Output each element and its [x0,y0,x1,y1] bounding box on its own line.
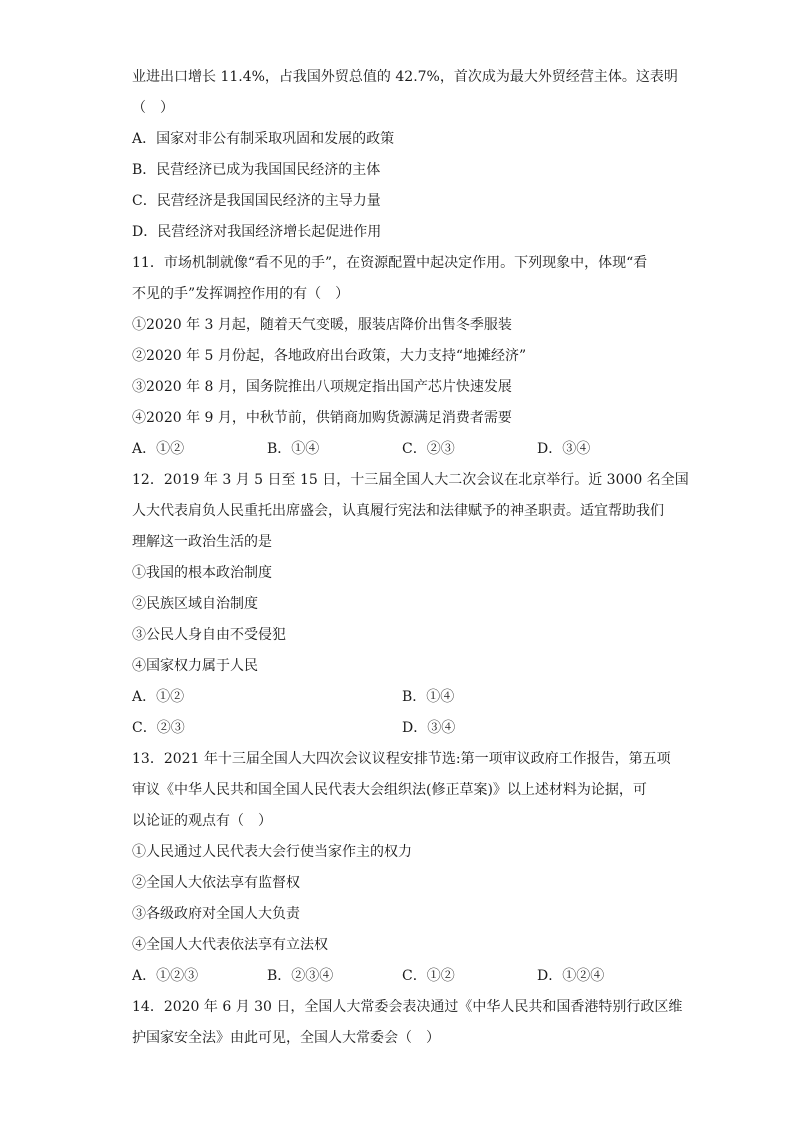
option-a: A．①② [132,441,185,457]
option-b: B．②③④ [267,968,334,984]
question-list [132,62,689,1054]
statement-item: ③各级政府对全国人大负责 [132,906,300,922]
option-row [132,961,672,992]
option-row [132,682,672,713]
option-c: C．民营经济是我国国民经济的主导力量 [132,193,381,209]
statement-item: ④2020 年 9 月，中秋节前，供销商加购货源满足消费者需要 [132,410,512,426]
statement-item: ②2020 年 5 月份起，各地政府出台政策，大力支持“地摊经济” [132,348,527,364]
question-stem-line: 护国家安全法》由此可见，全国人大常委会（ ） [132,1030,440,1046]
question-stem-line: 13．2021 年十三届全国人大四次会议议程安排节选:第一项审议政府工作报告，第五项 [132,751,671,767]
option-c: C．②③ [132,720,185,736]
question-stem-line: 业进出口增长 11.4%，占我国外贸总值的 42.7%，首次成为最大外贸经营主体。这表明 [132,69,678,85]
option-d: D．③④ [537,441,591,457]
question-stem-line: 审议《中华人民共和国全国人民代表大会组织法(修正草案)》以上述材料为论据，可 [132,782,647,798]
question-stem-line: 11．市场机制就像“看不见的手”，在资源配置中起决定作用。下列现象中，体现“看 [132,255,648,271]
question-stem-line: （ ） [132,100,174,116]
statement-item: ①我国的根本政治制度 [132,565,272,581]
option-d: D．③④ [402,720,456,736]
statement-item: ①人民通过人民代表大会行使当家作主的权力 [132,844,412,860]
option-d: D．①②④ [537,968,605,984]
statement-item: ④全国人大代表依法享有立法权 [132,937,328,953]
statement-item: ①2020 年 3 月起，随着天气变暖，服装店降价出售冬季服装 [132,317,512,333]
question-14 [132,992,683,1054]
option-a: A．①② [132,689,185,705]
option-c: C．①② [402,968,455,984]
question-10 [132,62,678,248]
option-row [132,713,672,744]
option-b: B．①④ [267,441,320,457]
statement-item: ②民族区域自治制度 [132,596,258,612]
option-a: A．①②③ [132,968,199,984]
option-b: B．民营经济已成为我国国民经济的主体 [132,162,381,178]
option-row [132,434,672,465]
question-13 [132,744,672,992]
option-d: D．民营经济对我国经济增长起促进作用 [132,224,382,240]
statement-item: ④国家权力属于人民 [132,658,258,674]
statement-item: ②全国人大依法享有监督权 [132,875,300,891]
question-12 [132,465,689,744]
option-b: B．①④ [402,689,455,705]
question-stem-line: 不见的手”发挥调控作用的有（ ） [132,286,350,302]
option-c: C．②③ [402,441,455,457]
option-a: A．国家对非公有制采取巩固和发展的政策 [132,131,395,147]
statement-item: ③2020 年 8 月，国务院推出八项规定指出国产芯片快速发展 [132,379,512,395]
question-stem-line: 理解这一政治生活的是 [132,534,272,550]
question-stem-line: 以论证的观点有（ ） [132,813,272,829]
question-stem-line: 12．2019 年 3 月 5 日至 15 日，十三届全国人大二次会议在北京举行。近 3000 名全国 [132,472,689,488]
question-stem-line: 人大代表肩负人民重托出席盛会，认真履行宪法和法律赋予的神圣职责。适宜帮助我们 [132,503,664,519]
question-11 [132,248,672,465]
question-stem-line: 14．2020 年 6 月 30 日，全国人大常委会表决通过《中华人民共和国香港特别行政区维 [132,999,683,1015]
statement-item: ③公民人身自由不受侵犯 [132,627,286,643]
